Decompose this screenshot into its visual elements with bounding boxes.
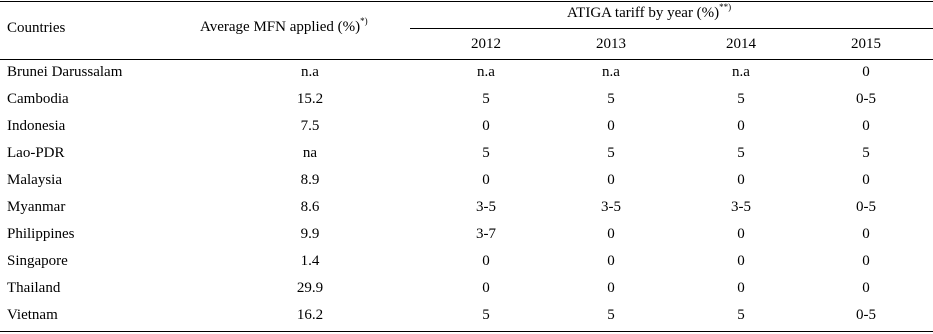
mfn-cell: 9.9 — [300, 226, 320, 242]
tariff-2015-cell: 0 — [862, 226, 870, 242]
mfn-cell: n.a — [301, 64, 319, 80]
tariff-2012-cell: 3-7 — [476, 226, 496, 242]
header-year-2014: 2014 — [726, 36, 756, 52]
header-atiga — [567, 2, 732, 22]
tariff-2014-cell: 5 — [737, 307, 745, 323]
mfn-cell: na — [302, 145, 318, 161]
country-cell: Philippines — [7, 226, 75, 242]
tariff-2014-cell: 0 — [737, 118, 745, 134]
tariff-2012-cell: 5 — [482, 307, 490, 323]
country-cell: Lao-PDR — [7, 145, 65, 161]
tariff-2015-cell: 0-5 — [856, 91, 876, 107]
table-row — [0, 276, 933, 303]
tariff-2012-cell: 5 — [482, 91, 490, 107]
header-atiga-label: ATIGA tariff by year (%) — [567, 5, 720, 21]
mfn-cell: 15.2 — [296, 91, 324, 107]
table-row — [0, 249, 933, 276]
tariff-2013-cell: 0 — [607, 226, 615, 242]
tariff-2013-cell: 5 — [607, 145, 615, 161]
header-mfn-footnote: *) — [360, 16, 368, 26]
mfn-cell: 29.9 — [296, 280, 324, 296]
tariff-2015-cell: 0 — [862, 64, 870, 80]
table-row — [0, 87, 933, 114]
tariff-2015-cell: 0 — [862, 118, 870, 134]
country-cell: Thailand — [7, 280, 61, 296]
tariff-2015-cell: 0-5 — [856, 307, 876, 323]
table-top-rule — [0, 1, 933, 2]
tariff-2013-cell: 0 — [607, 172, 615, 188]
table-row — [0, 222, 933, 249]
header-mfn-label: Average MFN applied (%) — [200, 19, 361, 35]
country-cell: Singapore — [7, 253, 68, 269]
tariff-2012-cell: 3-5 — [476, 199, 496, 215]
header-year-2015: 2015 — [851, 36, 881, 52]
country-cell: Malaysia — [7, 172, 62, 188]
tariff-2014-cell: 5 — [737, 91, 745, 107]
tariff-2014-cell: 5 — [737, 145, 745, 161]
table-bottom-rule — [0, 331, 933, 332]
tariff-2012-cell: 5 — [482, 145, 490, 161]
tariff-2014-cell: 3-5 — [731, 199, 751, 215]
tariff-2013-cell: 0 — [607, 253, 615, 269]
tariff-2013-cell: 5 — [607, 307, 615, 323]
country-cell: Cambodia — [7, 91, 69, 107]
country-cell: Myanmar — [7, 199, 66, 215]
mfn-cell: 1.4 — [300, 253, 320, 269]
table-row — [0, 141, 933, 168]
header-year-2013: 2013 — [596, 36, 626, 52]
tariff-2012-cell: 0 — [482, 280, 490, 296]
tariff-2014-cell: 0 — [737, 226, 745, 242]
tariff-2013-cell: 0 — [607, 118, 615, 134]
tariff-2015-cell: 0 — [862, 280, 870, 296]
tariff-2015-cell: 0 — [862, 253, 870, 269]
header-atiga-footnote: **) — [719, 2, 732, 12]
table-row — [0, 60, 933, 87]
tariff-2013-cell: 0 — [607, 280, 615, 296]
atiga-group-rule — [410, 28, 933, 29]
tariff-2014-cell: 0 — [737, 280, 745, 296]
header-mfn — [200, 16, 368, 36]
tariff-2012-cell: n.a — [477, 64, 495, 80]
mfn-cell: 16.2 — [296, 307, 324, 323]
header-year-2012: 2012 — [471, 36, 501, 52]
mfn-cell: 7.5 — [300, 118, 320, 134]
tariff-2012-cell: 0 — [482, 172, 490, 188]
tariff-2014-cell: n.a — [732, 64, 750, 80]
tariff-2015-cell: 0 — [862, 172, 870, 188]
header-countries: Countries — [7, 20, 66, 36]
mfn-cell: 8.6 — [300, 199, 320, 215]
table-row — [0, 168, 933, 195]
tariff-2012-cell: 0 — [482, 118, 490, 134]
country-cell: Vietnam — [7, 307, 58, 323]
country-cell: Brunei Darussalam — [7, 64, 123, 80]
tariff-2013-cell: 5 — [607, 91, 615, 107]
tariff-2015-cell: 5 — [862, 145, 870, 161]
tariff-2013-cell: 3-5 — [601, 199, 621, 215]
tariff-2012-cell: 0 — [482, 253, 490, 269]
tariff-2015-cell: 0-5 — [856, 199, 876, 215]
country-cell: Indonesia — [7, 118, 66, 134]
tariff-2014-cell: 0 — [737, 172, 745, 188]
table-row — [0, 195, 933, 222]
table-row — [0, 303, 933, 330]
tariff-2014-cell: 0 — [737, 253, 745, 269]
table-row — [0, 114, 933, 141]
tariff-2013-cell: n.a — [602, 64, 620, 80]
mfn-cell: 8.9 — [300, 172, 320, 188]
